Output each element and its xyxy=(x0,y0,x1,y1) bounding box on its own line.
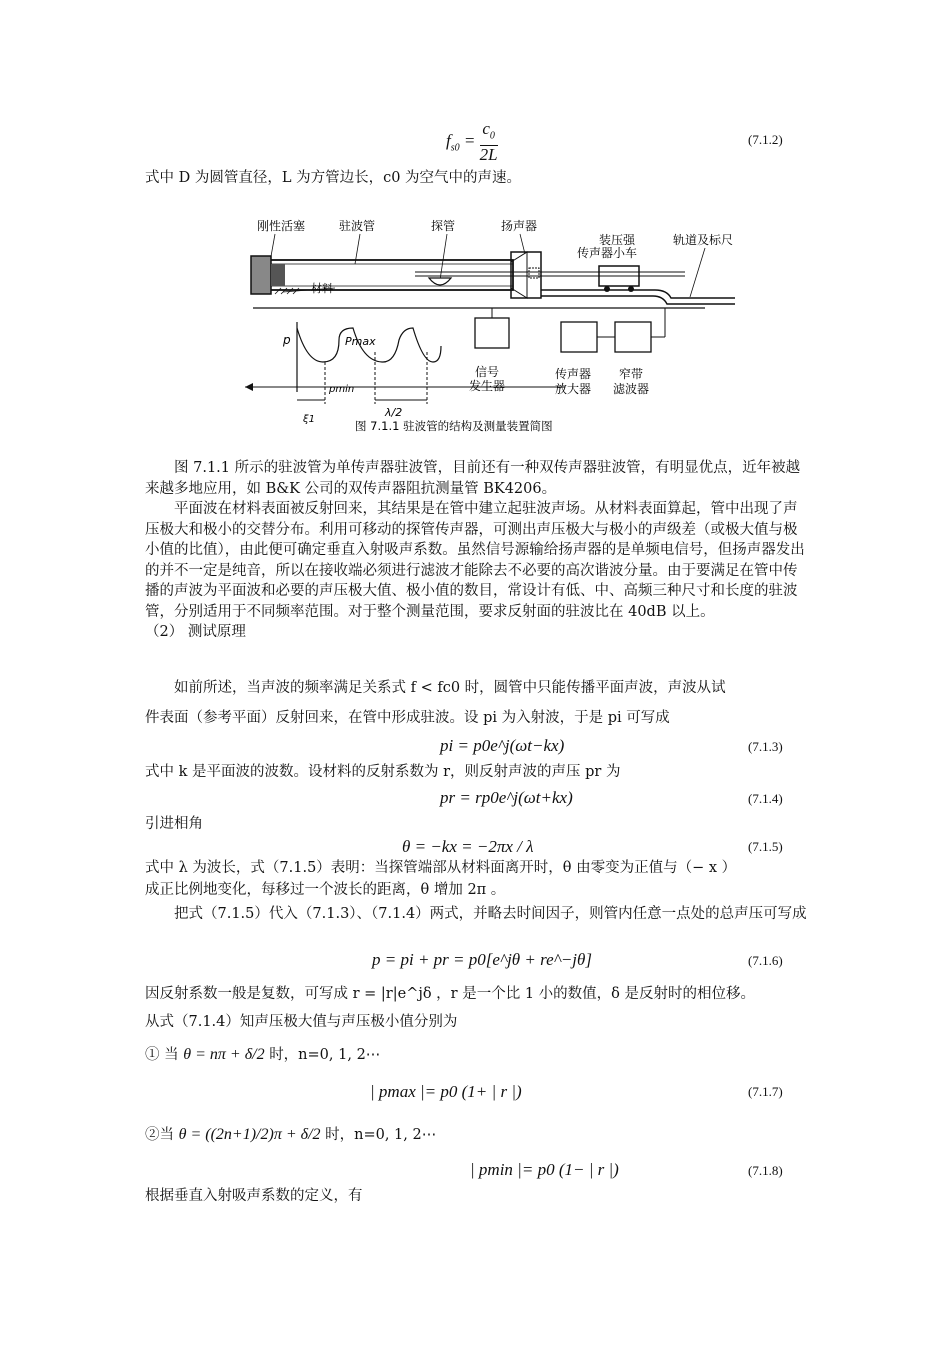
text-line: 引进相角 xyxy=(145,816,203,832)
label-pmax: Pmax xyxy=(345,335,376,348)
label-signal-1: 信号 xyxy=(475,365,500,379)
paragraph-5 xyxy=(145,904,810,925)
eq-lhs: $f_{s0}$ = xyxy=(446,131,480,154)
eq-number-7-1-4: (7.1.4) xyxy=(748,791,783,806)
paragraph-6-line-1: 因反射系数一般是复数，可写成 r = |r|e^jδ ，r 是一个比 1 小的数值，δ 是反射时的相位移。 xyxy=(145,986,755,1002)
section-heading: （2） 测试原理 xyxy=(145,624,246,640)
body-paragraphs xyxy=(145,458,810,643)
eq-number-7-1-6: (7.1.6) xyxy=(748,953,783,968)
equation-7-1-4: pr = rp0e^j(ωt+kx) xyxy=(440,788,573,807)
label-p: p xyxy=(283,333,291,347)
figure-caption: 图 7.1.1 驻波管的结构及测量装置简图 xyxy=(355,419,553,433)
case-1: ① 当 θ = nπ + δ/2 时，n=0, 1, 2⋯ xyxy=(145,1046,381,1063)
eq-number-7-1-7: (7.1.7) xyxy=(748,1084,783,1099)
text-line: 式中 D 为圆管直径，L 为方管边长，c0 为空气中的声速。 xyxy=(145,170,522,186)
standing-wave-tube-figure xyxy=(235,212,735,438)
equation-7-1-5: θ = −kx = −2πx / λ xyxy=(402,837,534,856)
label-probe: 探管 xyxy=(431,219,456,233)
last-line: 根据垂直入射吸声系数的定义，有 xyxy=(145,1188,363,1204)
label-signal-2: 发生器 xyxy=(469,379,506,393)
label-xi: ξ1 xyxy=(303,414,315,425)
label-filter-1: 窄带 xyxy=(619,367,644,381)
label-amp-2: 放大器 xyxy=(555,382,592,396)
eq-number-7-1-2: (7.1.2) xyxy=(748,132,783,147)
paragraph-2: 平面波在材料表面被反射回来，其结果是在管中建立起驻波声场。从材料表面算起，管中出现了声压极大和极小的交替分布。利用可移动的探管传声器，可测出声压极大与极小的声级差（或极大值与极小值的比值），由此便可确定垂直入射吸声系数。虽然信号源输给扬声器的是单频电信号，但扬声器发出的并不一定是纯音，所以在接收端必须进行滤波才能除去不必要的高次谐波分量。由于要满足在管中传播的声波为平面波和必要的声压极大值、极小值的数目，常设计有低、中、高频三种尺寸和长度的驻波管，分别适用于不同频率范围。对于整个测量范围，要求反射面的驻波比在 40dB 以上。 xyxy=(145,501,805,620)
paragraph-1: 图 7.1.1 所示的驻波管为单传声器驻波管，目前还有一种双传声器驻波管，有明显优点，近年被越来越多地应用，如 B&K 公司的双传声器阻抗测量管 BK4206。 xyxy=(145,460,801,497)
eq-number-7-1-3: (7.1.3) xyxy=(748,739,783,754)
paragraph-5-text: 把式（7.1.5）代入（7.1.3）、（7.1.4）两式，并略去时间因子，则管内任意一点处的总声压可写成 xyxy=(174,906,807,922)
paragraph-4-line-1: 式中 λ 为波长，式（7.1.5）表明：当探管端部从材料面离开时，θ 由零变为正值与（− x ） xyxy=(145,860,737,876)
equation-7-1-3: pi = p0e^j(ωt−kx) xyxy=(440,736,565,755)
equation-7-1-7: | pmax |= p0 (1+ | r |) xyxy=(370,1082,522,1101)
label-filter-2: 滤波器 xyxy=(613,382,650,396)
label-amp-1: 传声器 xyxy=(555,367,592,381)
eq-number-7-1-8: (7.1.8) xyxy=(748,1163,783,1178)
label-lambda-half: λ/2 xyxy=(385,406,403,419)
paragraph-3-line-1: 如前所述，当声波的频率满足关系式 f < fc0 时，圆管中只能传播平面声波，声波从试 xyxy=(174,680,726,696)
equation-7-1-8: | pmin |= p0 (1− | r |) xyxy=(470,1160,619,1179)
text-line: 式中 k 是平面波的波数。设材料的反射系数为 r，则反射声波的声压 pr 为 xyxy=(145,764,621,780)
label-piston: 刚性活塞 xyxy=(257,219,306,233)
label-rail: 轨道及标尺 xyxy=(673,233,734,247)
paragraph-3-line-2: 件表面（参考平面）反射回来，在管中形成驻波。设 pi 为入射波，于是 pi 可写成 xyxy=(145,710,670,726)
paragraph-4-line-2: 成正比例地变化，每移过一个波长的距离，θ 增加 2π 。 xyxy=(145,882,506,898)
case-2: ②当 θ = ((2n+1)/2)π + δ/2 时，n=0, 1, 2⋯ xyxy=(145,1126,437,1143)
equation-7-1-2 xyxy=(446,120,498,164)
eq-number-7-1-5: (7.1.5) xyxy=(748,839,783,854)
label-cart-line1: 装压强 xyxy=(599,233,636,247)
label-material: 材料 xyxy=(311,282,333,295)
eq-fraction: $\frac{c_0}{2L}$ xyxy=(479,119,498,165)
paragraph-6-line-2: 从式（7.1.4）知声压极大值与声压极小值分别为 xyxy=(145,1014,458,1030)
label-tube: 驻波管 xyxy=(339,219,376,233)
equation-7-1-6: p = pi + pr = p0[e^jθ + re^−jθ] xyxy=(372,950,592,969)
label-pmin: pmin xyxy=(329,384,355,395)
label-cart-line2: 传声器小车 xyxy=(577,246,638,260)
label-speaker: 扬声器 xyxy=(501,219,538,233)
